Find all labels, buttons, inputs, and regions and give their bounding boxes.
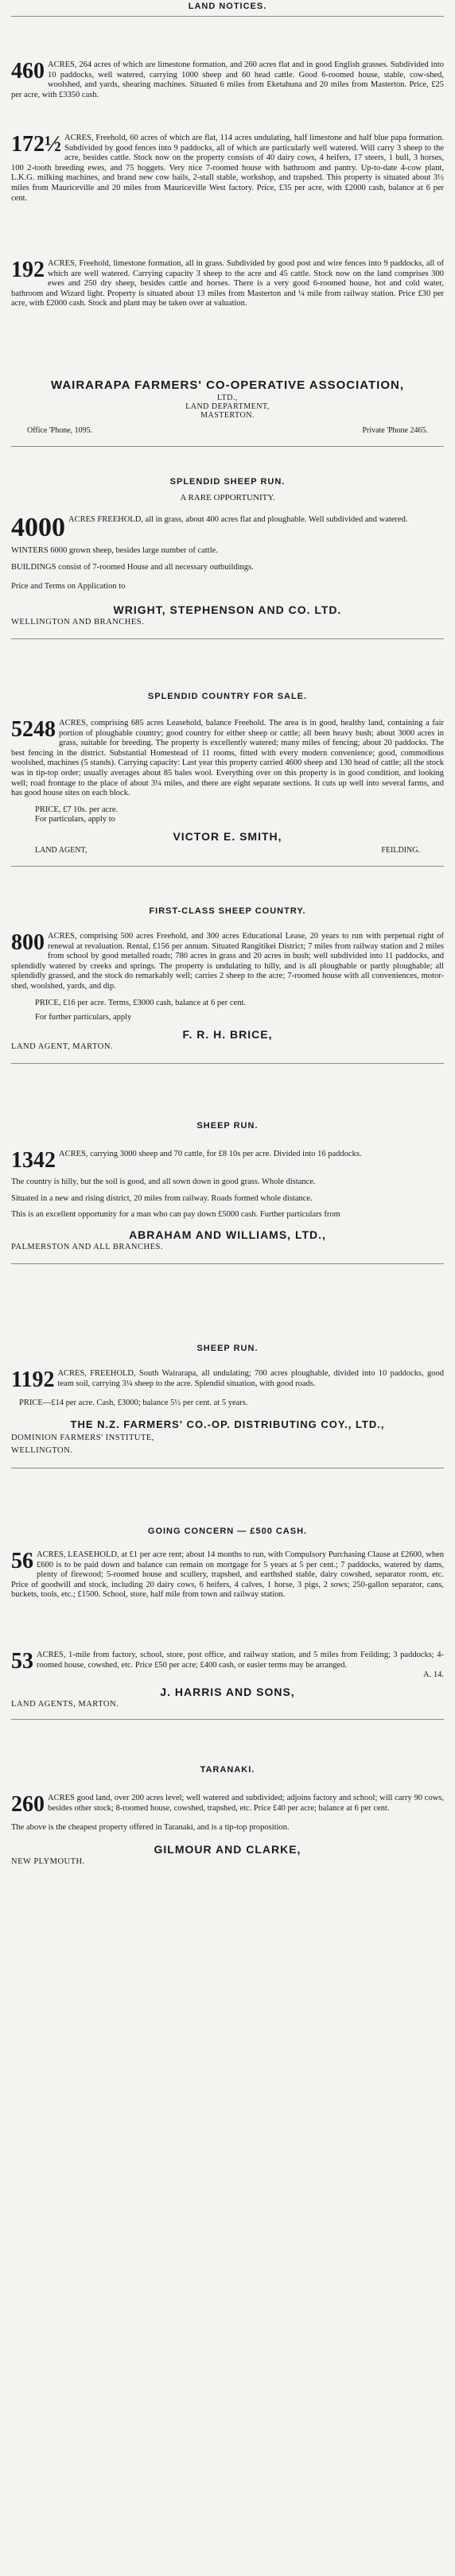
ad-price: PRICE, £7 10s. per acre.	[35, 805, 119, 814]
agent-location: LAND AGENT, MARTON.	[11, 1042, 114, 1051]
agent-institute: DOMINION FARMERS' INSTITUTE,	[11, 1433, 154, 1442]
acreage-number: 460	[11, 59, 45, 83]
section-heading: SPLENDID COUNTRY FOR SALE.	[147, 692, 308, 701]
ad-price: PRICE—£14 per acre. Cash, £3000; balance 5½ per cent. at 5 years.	[19, 1399, 248, 1407]
agent-location: PALMERSTON AND ALL BRANCHES.	[11, 1242, 163, 1251]
section-heading: LAND NOTICES.	[188, 2, 267, 11]
agent-name: F. R. H. BRICE,	[182, 1027, 273, 1041]
ad-text: ACRES, Freehold, limestone formation, all in grass. Subdivided by good post and wire fences into 9 paddocks, all of which are well watered. Carrying capacity 3 sheep to the acre and 45 cattle. Stock now on the land comprises 300 ewes and 250 dry sheep, besides cattle and horses. There is a very good 6-roomed house, hot and cold water, bathroom and Wizard light. Property is situated about 13 miles from Masterton and ¼ mile from railway station. Price £30 per acre, with £2000 cash. Stock and plant may be taken over at valuation.	[11, 259, 444, 308]
ad-paragraph: Situated in a new and rising district, 20 miles from railway. Roads formed whole distance.	[11, 1193, 313, 1203]
ad-172-acres	[11, 134, 444, 204]
agent-name: THE N.Z. FARMERS' CO.-OP. DISTRIBUTING COY., LTD.,	[70, 1418, 385, 1430]
sheep-run-section-1	[11, 1121, 444, 1131]
office-phone: Office 'Phone, 1095.	[27, 426, 93, 435]
agent-name: WRIGHT, STEPHENSON AND CO. LTD.	[113, 603, 342, 616]
acreage-number: 5248	[11, 717, 56, 742]
section-heading: SPLENDID SHEEP RUN.	[169, 477, 286, 487]
acreage-number: 56	[11, 1549, 33, 1573]
ad-text: ACRES good land, over 200 acres level; well watered and subdivided; adjoins factory and school; will carry 90 cows, besides other stock; 8-roomed house, cowshed, trapshed, etc. Price £40 per acre; balance at 6 per cent.	[48, 1794, 444, 1813]
divider	[11, 1063, 444, 1064]
land-notices-section	[11, 2, 444, 21]
agent-location: WELLINGTON AND BRANCHES.	[11, 617, 145, 627]
divider	[11, 866, 444, 867]
ad-4000-acres	[11, 515, 444, 644]
section-heading: FIRST-CLASS SHEEP COUNTRY.	[149, 906, 306, 916]
ad-text: ACRES, comprising 500 acres Freehold, and 300 acres Educational Lease, 20 years to run with perpetual right of renewal at revaluation. Rental, £156 per annum. Situated Rangitikei District; 7 miles from railway station and 2 miles from school by good metalled roads; 780 acres in grass and 20 acres in bush; well subdivided into 11 paddocks, and splendidly watered by creeks and springs. The property is undulating to hilly, and is all ploughable or partly ploughable; all splendidly grassed, and the stock do remarkably well; carries 2 sheep to the acre; 7-roomed house with all conveniences, motor-shed, woolshed, yards, and dip.	[11, 932, 444, 991]
ad-260-acres	[11, 1794, 444, 1867]
agent-location: NEW PLYMOUTH.	[11, 1856, 85, 1866]
ad-192-acres	[11, 259, 444, 309]
divider	[11, 638, 444, 639]
sheep-run-section-2	[11, 1344, 444, 1353]
divider	[11, 16, 444, 17]
splendid-country-section	[11, 692, 444, 701]
ad-paragraph: This is an excellent opportunity for a man who can pay down £5000 cash. Further particulars from	[11, 1210, 340, 1220]
ad-particulars: For further particulars, apply	[35, 1013, 132, 1022]
ad-winters: WINTERS 6000 grown sheep, besides large number of cattle.	[11, 546, 218, 555]
agent-ltd: LTD.,	[216, 394, 239, 402]
section-heading: SHEEP RUN.	[196, 1121, 259, 1131]
section-subheading: A RARE OPPORTUNITY.	[180, 493, 275, 502]
ad-reference: A. 14.	[423, 1670, 444, 1680]
acreage-number: 53	[11, 1649, 33, 1674]
ad-text: ACRES, carrying 3000 sheep and 70 cattle, for £8 10s per acre. Divided into 16 paddocks.	[59, 1150, 362, 1158]
ad-1342-acres	[11, 1150, 444, 1269]
divider	[11, 1719, 444, 1720]
section-heading: GOING CONCERN — £500 CASH.	[147, 1527, 308, 1536]
acreage-number: 4000	[11, 513, 65, 542]
ad-text: ACRES, comprising 685 acres Leasehold, balance Freehold. The area is in good, healthy land, containing a fair portion of ploughable country; good country for either sheep or cattle; all been heavy bush; about 3000 acres in grass, suitable for breeding. The property is excellently watered; many miles of fencing; about 20 paddocks. The best fencing in the district. Substantial Homestead of 11 rooms, fitted with every modern convenience; good, commodious woolshed, machines (5 stands). Carrying capacity: Last year this property carried 4600 sheep and 130 head of cattle; all the stock was in tip-top order; usually averages about 85 bales wool. Everything over on this property is in good condition, and looking well; road frontage to the place of about 3¼ miles, and there are eight separate sections. It cuts up well into several farms, and has good house sites on each block.	[11, 719, 444, 798]
divider	[11, 446, 444, 447]
acreage-number: 260	[11, 1792, 45, 1817]
agent-row	[35, 846, 420, 855]
agent-title: LAND AGENT,	[35, 845, 88, 855]
ad-buildings: BUILDINGS consist of 7-roomed House and all necessary outbuildings.	[11, 562, 254, 572]
agent-name: GILMOUR AND CLARKE,	[154, 1842, 301, 1856]
divider	[11, 1263, 444, 1264]
agent-department: LAND DEPARTMENT,	[185, 402, 270, 411]
section-heading: TARANAKI.	[200, 1765, 255, 1775]
splendid-sheep-run-section	[11, 477, 444, 511]
private-phone: Private 'Phone 2465.	[362, 426, 428, 435]
going-concern-section	[11, 1527, 444, 1536]
ad-1192-acres	[11, 1369, 444, 1473]
ad-terms: Price and Terms on Application to	[11, 582, 126, 592]
agent-town: MASTERTON.	[200, 411, 255, 420]
ad-paragraph: The country is hilly, but the soil is good, and all sown down in good grass. Whole distance.	[11, 1177, 316, 1186]
section-heading: SHEEP RUN.	[196, 1344, 259, 1353]
first-class-section	[11, 906, 444, 916]
ad-text: ACRES, 1-mile from factory, school, store, post office, and railway station, and 5 miles from Feilding; 3 paddocks; 4-roomed house, cowshed, etc. Price £50 per acre; £400 cash, or easier terms may be arranged.	[37, 1651, 444, 1670]
acreage-number: 800	[11, 930, 45, 955]
acreage-number: 1192	[11, 1368, 55, 1392]
agent-name: J. HARRIS AND SONS,	[160, 1685, 295, 1698]
ad-5248-acres	[11, 719, 444, 871]
ad-53-acres	[11, 1651, 444, 1724]
agent-name: VICTOR E. SMITH,	[173, 829, 282, 843]
acreage-number: 172½	[11, 132, 61, 157]
agent-town: FEILDING.	[381, 845, 420, 855]
ad-56-acres	[11, 1550, 444, 1600]
ad-text: ACRES FREEHOLD, all in grass, about 400 acres flat and ploughable. Well subdivided and watered.	[68, 515, 408, 524]
ad-text: ACRES, 264 acres of which are limestone formation, and 260 acres flat and in good English grasses. Subdivided into 10 paddocks, well watered, carrying 1000 sheep and 60 head cattle. Good 6-roomed house, stable, cow-shed, woolshed, and yards, shearing machines. Situated 6 miles from Eketahuna and 20 miles from Masterton. Price, £25 per acre, with £3350 cash.	[11, 60, 444, 99]
agent-name: WAIRARAPA FARMERS' CO-OPERATIVE ASSOCIATION,	[51, 378, 404, 392]
ad-particulars: For particulars, apply to	[35, 815, 115, 824]
ad-price: PRICE, £16 per acre. Terms, £3000 cash, balance at 6 per cent.	[35, 998, 246, 1007]
agent-wairarapa-farmers	[11, 374, 444, 452]
agent-name: ABRAHAM AND WILLIAMS, LTD.,	[129, 1228, 326, 1241]
ad-800-acres	[11, 932, 444, 1069]
acreage-number: 1342	[11, 1148, 56, 1173]
ad-note: The above is the cheapest property offered in Taranaki, and is a tip-top proposition.	[11, 1823, 290, 1832]
ad-460-acres	[11, 60, 444, 100]
acreage-number: 192	[11, 258, 45, 282]
agent-town: WELLINGTON.	[11, 1446, 73, 1456]
ad-text: ACRES, FREEHOLD, South Wairarapa, all undulating; 700 acres ploughable, divided into 10 paddocks, good team soil, carrying 3¼ sheep to the acre. Splendid situation, with good roads.	[57, 1369, 444, 1388]
taranaki-section	[11, 1765, 444, 1775]
agent-location: LAND AGENTS, MARTON.	[11, 1699, 119, 1709]
phone-row	[27, 426, 428, 435]
ad-text: ACRES, Freehold, 60 acres of which are flat, 114 acres undulating, half limestone and half blue papa formation. Subdivided by good fences into 9 paddocks, all of which are particularly well watered. Will carry 3 sheep to the acre, besides cattle. Stock now on the property consists of 40 dairy cows, 4 heifers, 17 steers, 1 bull, 3 horses, 100 2-tooth breeding ewes, and 75 hoggets. Very nice 7-roomed house with bathroom and pantry. Up-to-date 4-cow plant, L.K.G. milking machines, and brand new cow bails, 2-stall stable, workshop, and trapshed. This property is situated about 3½ miles from Mauriceville and 20 miles from Mauriceville West factory. Price, £35 per acre, with £2000 cash, balance at 6 per cent.	[11, 134, 444, 203]
ad-text: ACRES, LEASEHOLD, at £1 per acre rent; about 14 months to run, with Compulsory Purchasing Clause at £2600, when £600 is to be paid down and balance can remain on mortgage for 5 years at 5 per cent.; 7 paddocks, watered by dams, plenty of firewood; 5-roomed house and scullery, trapshed, and earthshed stable, dairy cowshed, separator room, etc. Price of goodwill and stock, including 20 dairy cows, 6 heifers, 4 calves, 1 horse, 3 pigs, 2 sows; 250-gallon separator, cans, buckets, tools, etc.; £1500. School, store, half mile from town and railway station.	[11, 1550, 444, 1600]
